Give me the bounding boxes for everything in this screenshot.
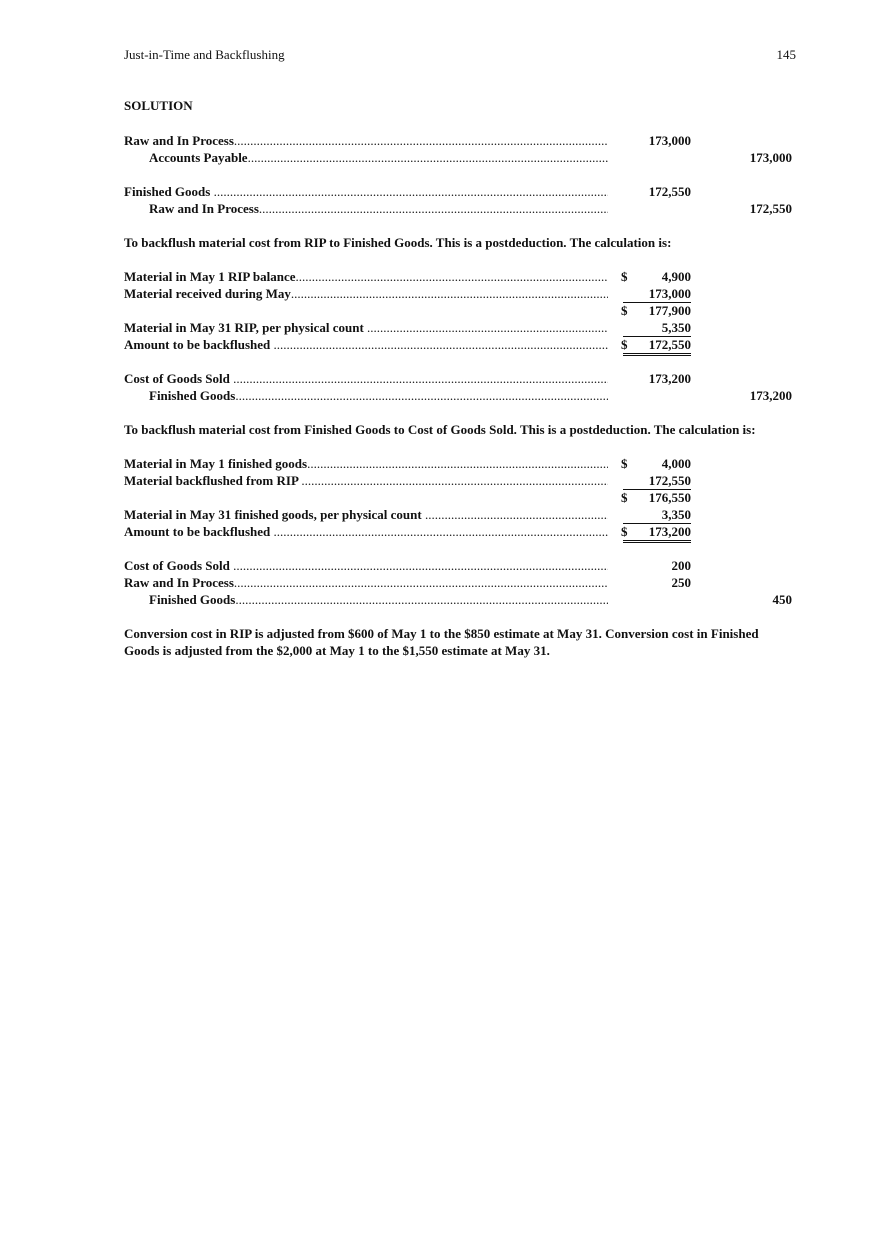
journal-credit-row <box>124 387 796 404</box>
calc-row <box>124 506 796 523</box>
dollar-sign: $ <box>621 524 628 539</box>
credit-account: Accounts Payable ..... <box>149 149 608 166</box>
debit-account: Raw and In Process ..... <box>124 574 608 591</box>
calc-label: Material in May 1 RIP balance ..... <box>124 268 608 285</box>
calc-row <box>124 268 796 285</box>
credit-amount: 172,550 <box>749 201 792 216</box>
debit-account: Raw and In Process ..... <box>124 132 608 149</box>
explanation-note: To backflush material cost from RIP to Finished Goods. This is a postdeduction. The calculation is: <box>124 235 672 250</box>
calc-value: 173,000 <box>623 285 691 303</box>
calc-label: Material backflushed from RIP ..... <box>124 472 608 489</box>
running-title: Just-in-Time and Backflushing <box>124 47 285 62</box>
debit-account: Cost of Goods Sold ..... <box>124 370 608 387</box>
journal-debit-row <box>124 574 796 591</box>
journal-debit-row <box>124 557 796 574</box>
page-header <box>124 47 796 65</box>
conclusion-paragraph: Conversion cost in RIP is adjusted from $600 of May 1 to the $850 estimate at May 31. Conversion cost in Finished Goods is adjusted from the $2,000 at May 1 to the $1,550 estimate at May 31. <box>124 626 759 658</box>
journal-credit-row <box>124 591 796 608</box>
credit-account: Finished Goods ..... <box>149 591 608 608</box>
solution-heading: SOLUTION <box>124 98 193 113</box>
calc-total-row <box>124 336 796 353</box>
credit-account: Raw and In Process ..... <box>149 200 608 217</box>
calc-value: 4,000 <box>661 456 691 471</box>
calc-subtotal-row <box>124 489 796 506</box>
page-number: 145 <box>776 47 796 62</box>
calc-label: Amount to be backflushed ..... <box>124 523 608 540</box>
calc-subtotal-row <box>124 302 796 319</box>
debit-amount: 172,550 <box>648 184 691 199</box>
debit-amount: 200 <box>671 558 691 573</box>
dollar-sign: $ <box>621 490 628 505</box>
solution-section <box>124 97 796 659</box>
debit-amount: 250 <box>671 575 691 590</box>
debit-account: Finished Goods ..... <box>124 183 608 200</box>
calc-row <box>124 285 796 302</box>
dollar-sign: $ <box>621 269 628 284</box>
calc-value: 5,350 <box>623 319 691 337</box>
journal-debit-row <box>124 132 796 149</box>
calc-label: Amount to be backflushed ..... <box>124 336 608 353</box>
calc-row <box>124 319 796 336</box>
credit-amount: 173,000 <box>749 150 792 165</box>
credit-amount: 450 <box>772 592 792 607</box>
calc-total-row <box>124 523 796 540</box>
debit-amount: 173,000 <box>648 133 691 148</box>
calc-label: Material received during May ..... <box>124 285 608 302</box>
dollar-sign: $ <box>621 337 628 352</box>
calc-subtotal: 177,900 <box>648 303 691 318</box>
journal-debit-row <box>124 370 796 387</box>
debit-amount: 173,200 <box>648 371 691 386</box>
calc-value: 3,350 <box>623 506 691 524</box>
calc-label: Material in May 31 RIP, per physical count ..... <box>124 319 608 336</box>
calc-value: 4,900 <box>661 269 691 284</box>
journal-debit-row <box>124 183 796 200</box>
journal-credit-row <box>124 149 796 166</box>
calc-value: 172,550 <box>623 472 691 490</box>
calc-label: Material in May 31 finished goods, per physical count ..... <box>124 506 608 523</box>
calc-total: 173,200 <box>623 523 691 543</box>
credit-account: Finished Goods ..... <box>149 387 608 404</box>
journal-credit-row <box>124 200 796 217</box>
calc-total: 172,550 <box>623 336 691 356</box>
credit-amount: 173,200 <box>749 388 792 403</box>
debit-account: Cost of Goods Sold ..... <box>124 557 608 574</box>
calc-label: Material in May 1 finished goods ..... <box>124 455 608 472</box>
dollar-sign: $ <box>621 303 628 318</box>
calc-row <box>124 455 796 472</box>
calc-row <box>124 472 796 489</box>
dollar-sign: $ <box>621 456 628 471</box>
explanation-note: To backflush material cost from Finished Goods to Cost of Goods Sold. This is a postdeduction. The calculation is: <box>124 422 756 437</box>
calc-subtotal: 176,550 <box>648 490 691 505</box>
